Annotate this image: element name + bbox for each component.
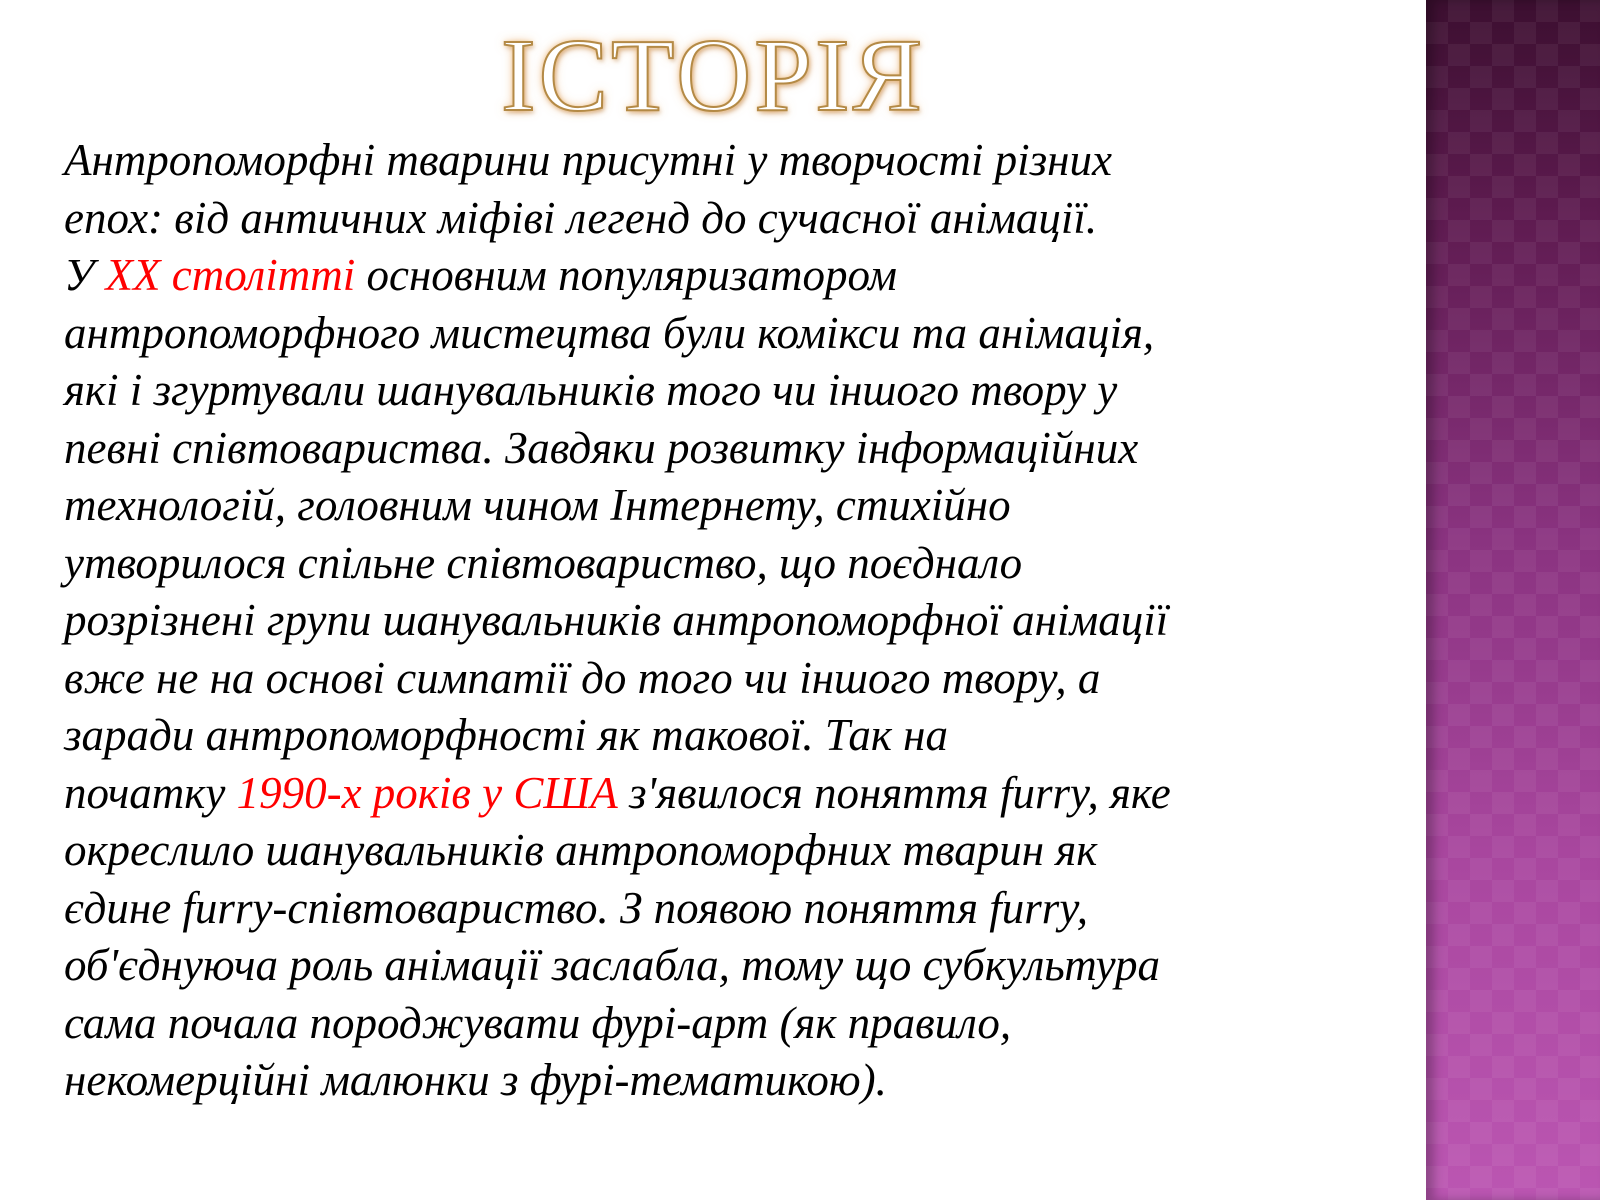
text-segment: У [64, 250, 106, 300]
text-segment: початку [64, 767, 237, 818]
text-line: сама почала породжувати фурі-арт (як правило, [64, 997, 1012, 1048]
highlighted-term: 1990-х років у США [236, 767, 618, 818]
text-line [64, 247, 1404, 305]
text-line: розрізнені групи шанувальників антропоморфної анімації [64, 595, 1169, 645]
text-line: вже не на основі симпатії до того чи іншого твору, а [64, 652, 1101, 703]
text-segment: з'явилося поняття furry, яке [617, 767, 1171, 818]
text-line: єдине furry-співтовариство. З появою поняття furry, [64, 882, 1089, 933]
text-segment: основним популяризатором [355, 250, 897, 300]
text-line: Антропоморфні тварини присутні у творчості різних [64, 135, 1112, 185]
text-line: які і згуртували шанувальників того чи іншого твору у [64, 365, 1118, 415]
text-line: певні співтовариства. Завдяки розвитку інформаційних [64, 422, 1139, 473]
slide-title: ІСТОРІЯ [500, 18, 926, 133]
decorative-side-band [1426, 0, 1600, 1200]
text-line: епох: від античних міфіві легенд до сучасної анімації. [64, 192, 1098, 243]
text-line: технологій, головним чином Інтернету, стихійно [64, 480, 1011, 530]
text-line: антропоморфного мистецтва були комікси та анімація, [64, 307, 1155, 358]
text-line: окреслило шанувальників антропоморфних тварин як [64, 825, 1098, 875]
text-line: об'єднуюча роль анімації заслабла, тому що субкультура [64, 940, 1160, 990]
body-paragraph [64, 132, 1404, 1110]
highlighted-term: XX столітті [105, 250, 356, 300]
text-line: заради антропоморфності як такової. Так на [64, 710, 948, 760]
text-line [64, 765, 1404, 823]
text-line: утворилося спільне співтовариство, що поєднало [64, 537, 1023, 588]
text-line: некомерційні малюнки з фурі-тематикою). [64, 1055, 887, 1105]
